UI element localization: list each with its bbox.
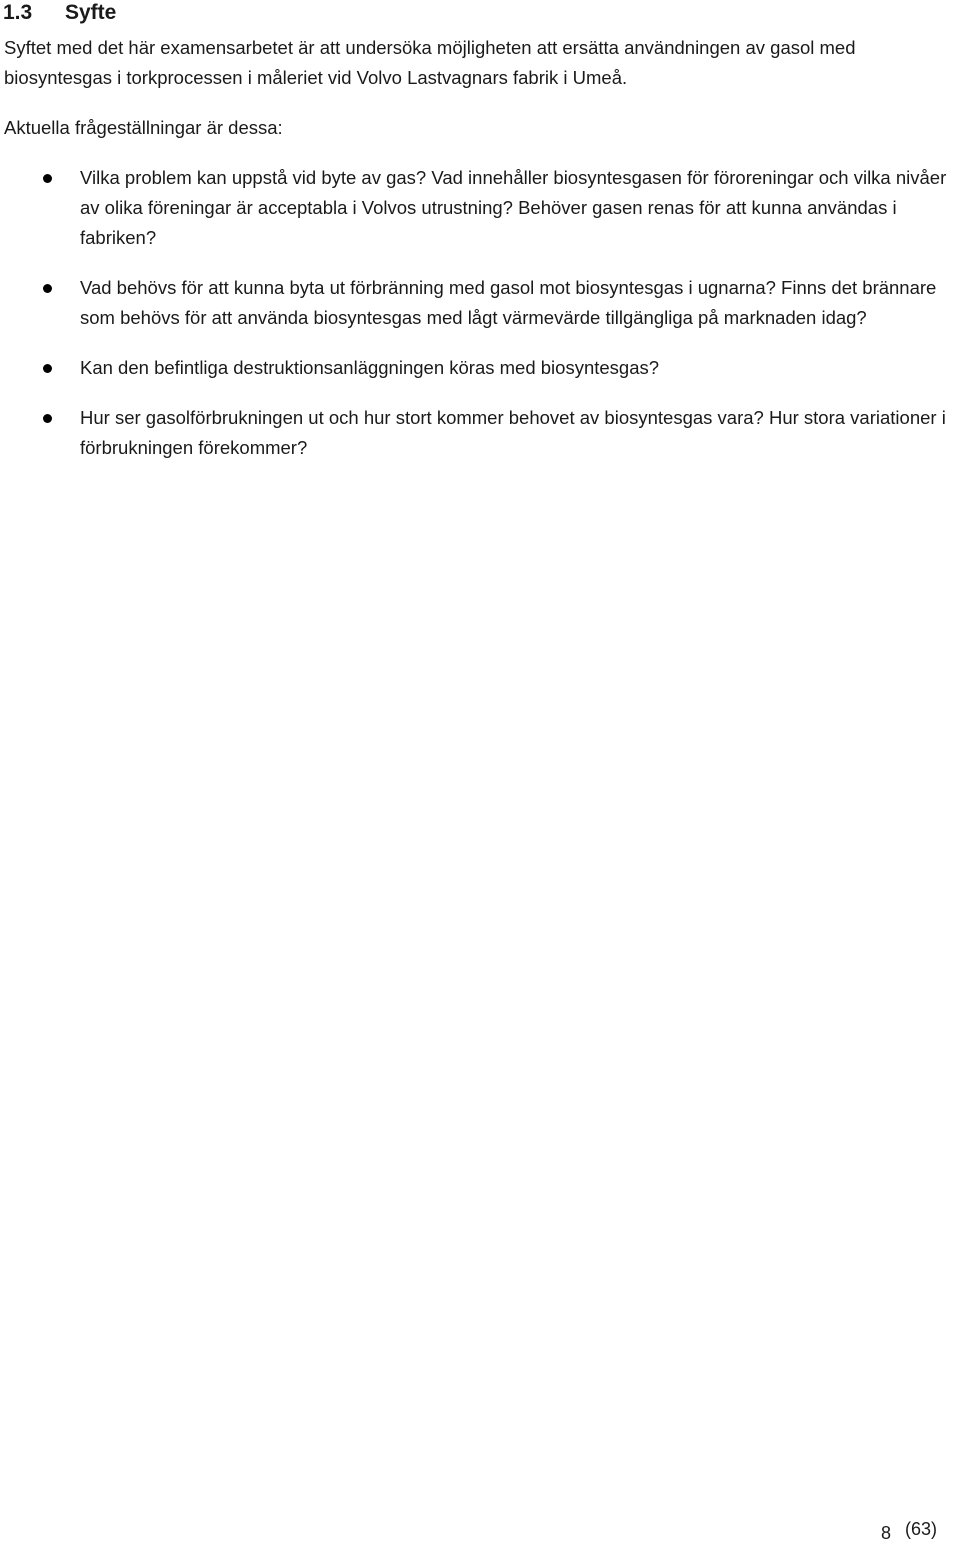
bullet-icon [43, 414, 52, 423]
bullet-icon [43, 364, 52, 373]
page-number: 8 [880, 1523, 891, 1543]
question-text: Kan den befintliga destruktionsanläggningen köras med biosyntesgas? [80, 357, 660, 378]
section-heading [3, 0, 116, 26]
page-footer [880, 1518, 937, 1543]
question-text: Vilka problem kan uppstå vid byte av gas? Vad innehåller biosyntesgasen för föroreningar och vilka nivåer av olika föreningar är acceptabla i Volvos utrustning? Behöver gasen renas för att kunna användas i fabriken? [80, 167, 947, 248]
list-item [0, 163, 960, 253]
intro-paragraph: Syftet med det här examensarbetet är att undersöka möjligheten att ersätta användningen av gasol med biosyntesgas i torkprocessen i måleriet vid Volvo Lastvagnars fabrik i Umeå. [4, 37, 856, 88]
questions-lead: Aktuella frågeställningar är dessa: [4, 117, 283, 138]
list-item [0, 273, 960, 333]
section-title: Syfte [65, 1, 117, 24]
bullet-icon [43, 284, 52, 293]
bullet-icon [43, 174, 52, 183]
list-item [0, 403, 960, 463]
question-text: Hur ser gasolförbrukningen ut och hur stort kommer behovet av biosyntesgas vara? Hur stora variationer i förbrukningen förekommer? [80, 407, 946, 458]
question-text: Vad behövs för att kunna byta ut förbränning med gasol mot biosyntesgas i ugnarna? Finns det brännare som behövs för att använda biosyntesgas med lågt värmevärde tillgängliga på marknaden idag? [80, 277, 937, 328]
list-item [0, 353, 960, 383]
question-list [0, 163, 960, 483]
page-total: (63) [904, 1519, 937, 1539]
section-number: 1.3 [3, 1, 33, 24]
